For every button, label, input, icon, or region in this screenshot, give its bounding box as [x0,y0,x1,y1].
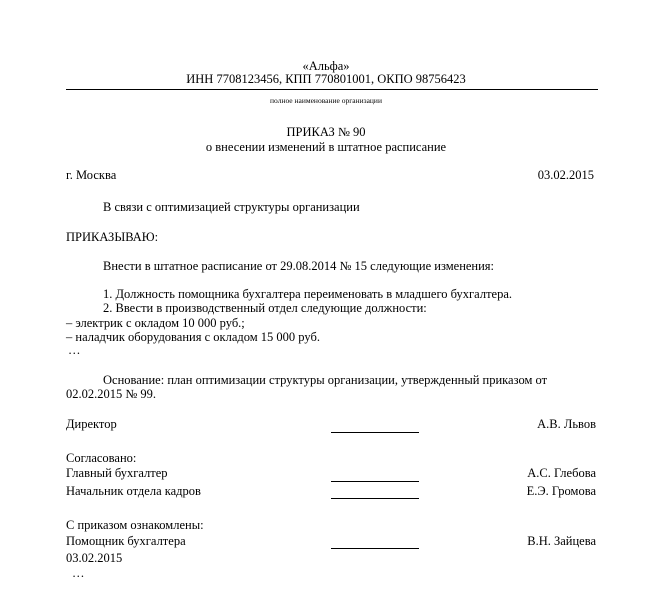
header-rule [66,89,598,90]
assistant-accountant-title: Помощник бухгалтера [66,534,186,548]
director-name: А.В. Львов [537,417,596,431]
assistant-accountant-signature-line [331,548,419,549]
org-name-caption: полное наименование организации [270,96,382,105]
agreed-label: Согласовано: [66,451,137,465]
acquainted-label: С приказом ознакомлены: [66,518,204,532]
order-city: г. Москва [66,168,117,182]
ellipsis-1: … [68,343,81,357]
hr-head-name: Е.Э. Громова [526,484,596,498]
director-title: Директор [66,417,117,431]
order-intro: Внести в штатное расписание от 29.08.2014 № 15 следующие изменения: [103,259,495,273]
hr-head-title: Начальник отдела кадров [66,484,201,498]
ellipsis-2: … [72,566,85,580]
org-identifiers: ИНН 7708123456, КПП 770801001, ОКПО 98756423 [186,72,466,86]
basis-line-2: 02.02.2015 № 99. [66,387,157,401]
order-item-2: 2. Ввести в производственный отдел следующие должности: [103,301,427,315]
chief-accountant-title: Главный бухгалтер [66,466,168,480]
order-item-1: 1. Должность помощника бухгалтера переименовать в младшего бухгалтера. [103,287,512,301]
order-subtitle: о внесении изменений в штатное расписание [205,140,447,154]
position-adjuster: – наладчик оборудования с окладом 15 000 руб. [66,330,320,344]
order-date: 03.02.2015 [537,168,594,182]
position-electrician: – электрик с окладом 10 000 руб.; [66,316,245,330]
chief-accountant-signature-line [331,481,419,482]
org-name: «Альфа» [302,59,350,73]
order-reason: В связи с оптимизацией структуры организации [103,200,360,214]
assistant-accountant-date: 03.02.2015 [66,551,123,565]
order-command: ПРИКАЗЫВАЮ: [66,230,159,244]
director-signature-line [331,432,419,433]
hr-head-signature-line [331,498,419,499]
assistant-accountant-name: В.Н. Зайцева [527,534,596,548]
basis-line-1: Основание: план оптимизации структуры организации, утвержденный приказом от [103,373,548,387]
order-title: ПРИКАЗ № 90 [286,125,366,139]
chief-accountant-name: А.С. Глебова [527,466,596,480]
